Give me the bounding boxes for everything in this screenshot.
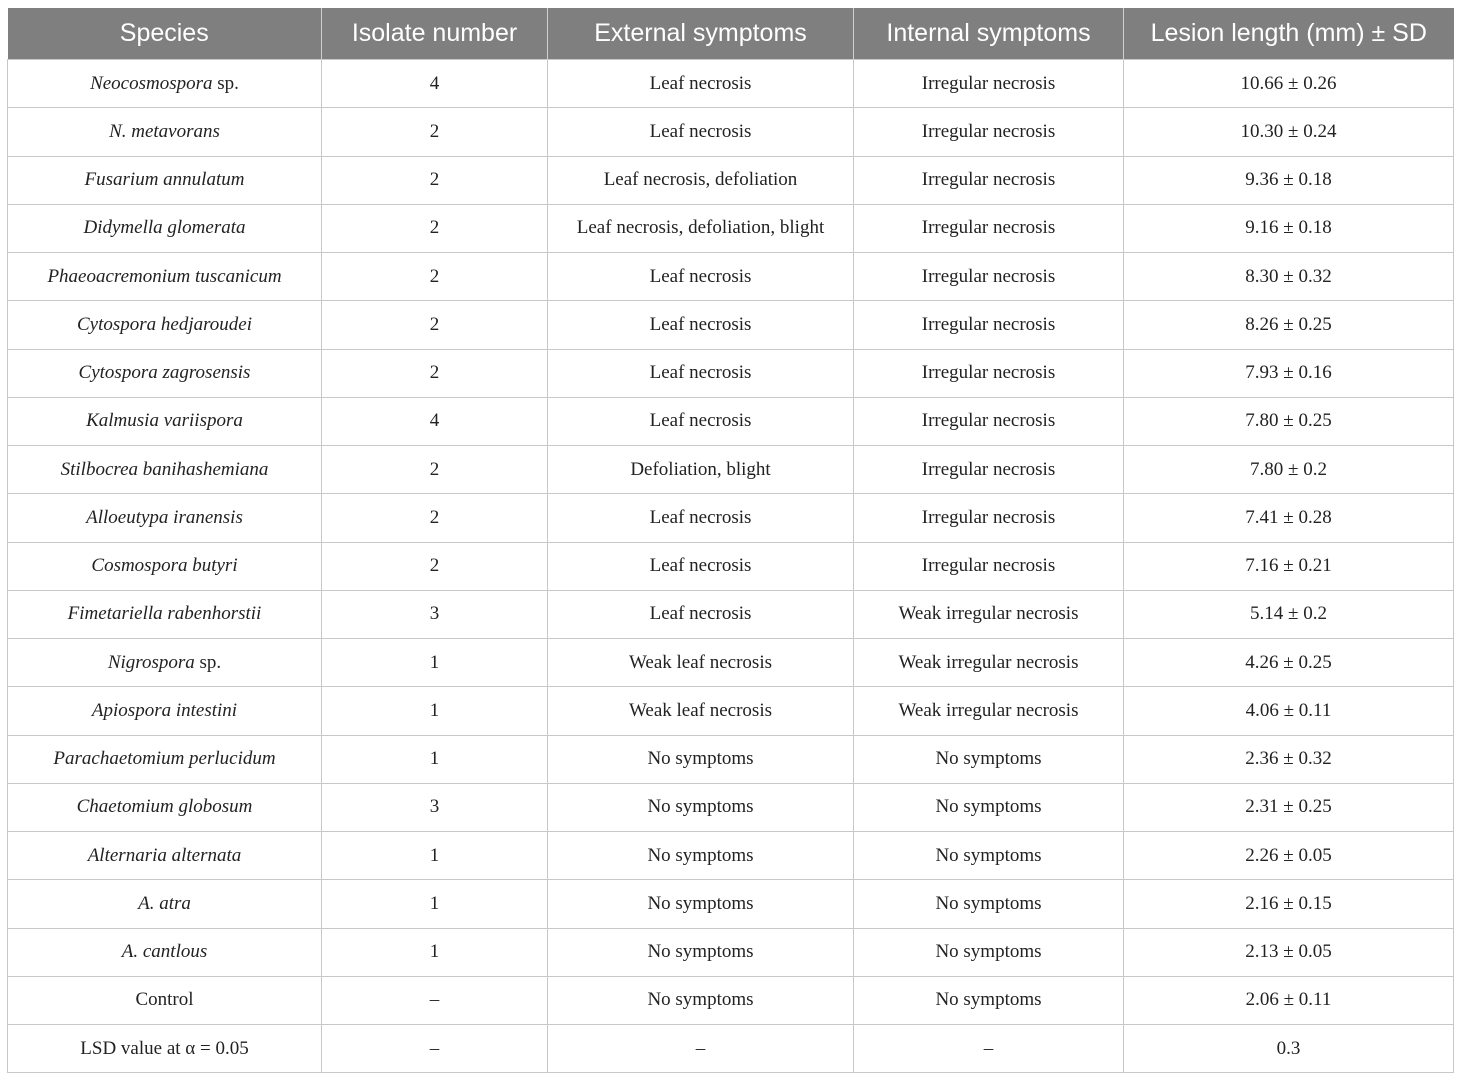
lesion-length-cell: 0.3 <box>1124 1025 1454 1073</box>
internal-symptoms-cell: No symptoms <box>854 783 1124 831</box>
isolate-number-cell: 3 <box>322 590 548 638</box>
external-symptoms-cell: Leaf necrosis <box>548 542 854 590</box>
species-cell: Control <box>8 976 322 1024</box>
isolate-number-cell: 1 <box>322 880 548 928</box>
header-internal-symptoms: Internal symptoms <box>854 8 1124 60</box>
table-row <box>8 880 1454 928</box>
internal-symptoms-cell: Irregular necrosis <box>854 108 1124 156</box>
species-name: Cytospora zagrosensis <box>78 362 251 384</box>
internal-symptoms-cell: Irregular necrosis <box>854 397 1124 445</box>
external-symptoms-cell: Leaf necrosis <box>548 60 854 108</box>
species-name: A. cantlous <box>121 941 208 963</box>
species-cell <box>8 542 322 590</box>
lesion-length-cell: 7.93 ± 0.16 <box>1124 349 1454 397</box>
internal-symptoms-cell: Irregular necrosis <box>854 204 1124 252</box>
isolate-number-cell: 2 <box>322 108 548 156</box>
table-row <box>8 687 1454 735</box>
control-row <box>8 976 1454 1024</box>
external-symptoms-cell: – <box>548 1025 854 1073</box>
species-name: Cosmospora butyri <box>91 555 238 577</box>
isolate-number-cell: 2 <box>322 542 548 590</box>
external-symptoms-cell: Leaf necrosis <box>548 108 854 156</box>
species-cell <box>8 301 322 349</box>
species-cell <box>8 832 322 880</box>
external-symptoms-cell: Leaf necrosis <box>548 349 854 397</box>
table-row <box>8 349 1454 397</box>
internal-symptoms-cell: Weak irregular necrosis <box>854 639 1124 687</box>
table-row <box>8 446 1454 494</box>
lesion-length-cell: 7.80 ± 0.2 <box>1124 446 1454 494</box>
species-name: Nigrospora <box>107 651 195 673</box>
table-row <box>8 301 1454 349</box>
table-body <box>8 60 1454 1073</box>
internal-symptoms-cell: No symptoms <box>854 976 1124 1024</box>
species-cell <box>8 60 322 108</box>
internal-symptoms-cell: Weak irregular necrosis <box>854 687 1124 735</box>
table-row <box>8 253 1454 301</box>
species-name: Stilbocrea banihashemiana <box>60 458 269 480</box>
lesion-length-cell: 10.66 ± 0.26 <box>1124 60 1454 108</box>
external-symptoms-cell: No symptoms <box>548 832 854 880</box>
external-symptoms-cell: Leaf necrosis, defoliation <box>548 156 854 204</box>
internal-symptoms-cell: Irregular necrosis <box>854 301 1124 349</box>
internal-symptoms-cell: No symptoms <box>854 832 1124 880</box>
table-row <box>8 108 1454 156</box>
lesion-length-cell: 8.26 ± 0.25 <box>1124 301 1454 349</box>
table-header <box>8 8 1454 60</box>
internal-symptoms-cell: No symptoms <box>854 880 1124 928</box>
species-name: Alloeutypa iranensis <box>86 506 243 528</box>
isolate-number-cell: 4 <box>322 397 548 445</box>
species-name: Chaetomium globosum <box>76 796 253 818</box>
species-name: Cytospora hedjaroudei <box>76 313 253 335</box>
species-name: Didymella glomerata <box>83 217 246 239</box>
species-cell <box>8 783 322 831</box>
species-name: Fimetariella rabenhorstii <box>67 603 262 625</box>
internal-symptoms-cell: Weak irregular necrosis <box>854 590 1124 638</box>
species-cell <box>8 687 322 735</box>
species-cell <box>8 494 322 542</box>
isolate-number-cell: – <box>322 1025 548 1073</box>
lesion-length-cell: 2.26 ± 0.05 <box>1124 832 1454 880</box>
header-row <box>8 8 1454 60</box>
lesion-length-cell: 2.31 ± 0.25 <box>1124 783 1454 831</box>
table-row <box>8 735 1454 783</box>
table-row <box>8 928 1454 976</box>
external-symptoms-cell: No symptoms <box>548 928 854 976</box>
external-symptoms-cell: No symptoms <box>548 735 854 783</box>
isolate-number-cell: 4 <box>322 60 548 108</box>
external-symptoms-cell: No symptoms <box>548 880 854 928</box>
table-row <box>8 397 1454 445</box>
table-row <box>8 60 1454 108</box>
species-cell <box>8 253 322 301</box>
internal-symptoms-cell: Irregular necrosis <box>854 253 1124 301</box>
external-symptoms-cell: Leaf necrosis <box>548 494 854 542</box>
species-cell <box>8 880 322 928</box>
lesion-length-cell: 4.06 ± 0.11 <box>1124 687 1454 735</box>
isolate-number-cell: 2 <box>322 253 548 301</box>
isolate-number-cell: 2 <box>322 301 548 349</box>
isolate-number-cell: 2 <box>322 349 548 397</box>
species-name: Parachaetomium perlucidum <box>53 748 276 770</box>
table-row <box>8 590 1454 638</box>
data-table-container <box>7 8 1453 1073</box>
lesion-length-cell: 7.80 ± 0.25 <box>1124 397 1454 445</box>
species-suffix: sp. <box>212 72 239 94</box>
table-row <box>8 639 1454 687</box>
external-symptoms-cell: Weak leaf necrosis <box>548 639 854 687</box>
isolate-number-cell: 3 <box>322 783 548 831</box>
internal-symptoms-cell: Irregular necrosis <box>854 349 1124 397</box>
internal-symptoms-cell: Irregular necrosis <box>854 156 1124 204</box>
species-cell: LSD value at α = 0.05 <box>8 1025 322 1073</box>
species-cell <box>8 397 322 445</box>
external-symptoms-cell: No symptoms <box>548 976 854 1024</box>
external-symptoms-cell: Leaf necrosis <box>548 301 854 349</box>
isolate-number-cell: 1 <box>322 928 548 976</box>
species-cell <box>8 928 322 976</box>
isolate-number-cell: 1 <box>322 639 548 687</box>
lesion-length-cell: 4.26 ± 0.25 <box>1124 639 1454 687</box>
isolate-number-cell: 2 <box>322 204 548 252</box>
header-species: Species <box>8 8 322 60</box>
external-symptoms-cell: Leaf necrosis, defoliation, blight <box>548 204 854 252</box>
species-name: Kalmusia variispora <box>86 410 243 432</box>
species-cell <box>8 108 322 156</box>
lesion-length-cell: 9.16 ± 0.18 <box>1124 204 1454 252</box>
internal-symptoms-cell: Irregular necrosis <box>854 60 1124 108</box>
lesion-length-cell: 10.30 ± 0.24 <box>1124 108 1454 156</box>
table-row <box>8 783 1454 831</box>
external-symptoms-cell: Weak leaf necrosis <box>548 687 854 735</box>
external-symptoms-cell: Leaf necrosis <box>548 253 854 301</box>
header-isolate-number: Isolate number <box>322 8 548 60</box>
internal-symptoms-cell: Irregular necrosis <box>854 446 1124 494</box>
table-row <box>8 832 1454 880</box>
species-suffix: sp. <box>194 651 222 673</box>
lesion-length-cell: 2.16 ± 0.15 <box>1124 880 1454 928</box>
isolate-number-cell: – <box>322 976 548 1024</box>
species-cell <box>8 156 322 204</box>
lesion-length-cell: 7.16 ± 0.21 <box>1124 542 1454 590</box>
isolate-number-cell: 2 <box>322 446 548 494</box>
lesion-length-cell: 9.36 ± 0.18 <box>1124 156 1454 204</box>
internal-symptoms-cell: No symptoms <box>854 735 1124 783</box>
external-symptoms-cell: Leaf necrosis <box>548 590 854 638</box>
species-name: Alternaria alternata <box>87 844 242 866</box>
table-row <box>8 494 1454 542</box>
header-external-symptoms: External symptoms <box>548 8 854 60</box>
internal-symptoms-cell: No symptoms <box>854 928 1124 976</box>
lesion-length-cell: 7.41 ± 0.28 <box>1124 494 1454 542</box>
isolate-number-cell: 2 <box>322 494 548 542</box>
table-row <box>8 156 1454 204</box>
lesion-length-cell: 2.13 ± 0.05 <box>1124 928 1454 976</box>
isolate-number-cell: 1 <box>322 832 548 880</box>
table-row <box>8 542 1454 590</box>
species-name: Phaeoacremonium tuscanicum <box>47 265 282 287</box>
isolate-number-cell: 1 <box>322 687 548 735</box>
lesion-length-cell: 5.14 ± 0.2 <box>1124 590 1454 638</box>
external-symptoms-cell: No symptoms <box>548 783 854 831</box>
species-cell <box>8 204 322 252</box>
lesion-length-cell: 2.06 ± 0.11 <box>1124 976 1454 1024</box>
header-lesion-length: Lesion length (mm) ± SD <box>1124 8 1454 60</box>
external-symptoms-cell: Defoliation, blight <box>548 446 854 494</box>
lesion-length-cell: 8.30 ± 0.32 <box>1124 253 1454 301</box>
lesion-length-cell: 2.36 ± 0.32 <box>1124 735 1454 783</box>
internal-symptoms-cell: – <box>854 1025 1124 1073</box>
species-cell <box>8 639 322 687</box>
internal-symptoms-cell: Irregular necrosis <box>854 542 1124 590</box>
species-name: Neocosmospora <box>90 72 213 94</box>
species-name: Fusarium annulatum <box>84 169 245 191</box>
species-cell <box>8 590 322 638</box>
lesion-table <box>7 8 1454 1073</box>
lsd-row <box>8 1025 1454 1073</box>
species-name: Apiospora intestini <box>91 699 238 721</box>
species-name: N. metavorans <box>109 120 220 142</box>
isolate-number-cell: 1 <box>322 735 548 783</box>
external-symptoms-cell: Leaf necrosis <box>548 397 854 445</box>
internal-symptoms-cell: Irregular necrosis <box>854 494 1124 542</box>
isolate-number-cell: 2 <box>322 156 548 204</box>
species-cell <box>8 446 322 494</box>
species-cell <box>8 349 322 397</box>
species-cell <box>8 735 322 783</box>
table-row <box>8 204 1454 252</box>
species-name: A. atra <box>138 892 191 914</box>
